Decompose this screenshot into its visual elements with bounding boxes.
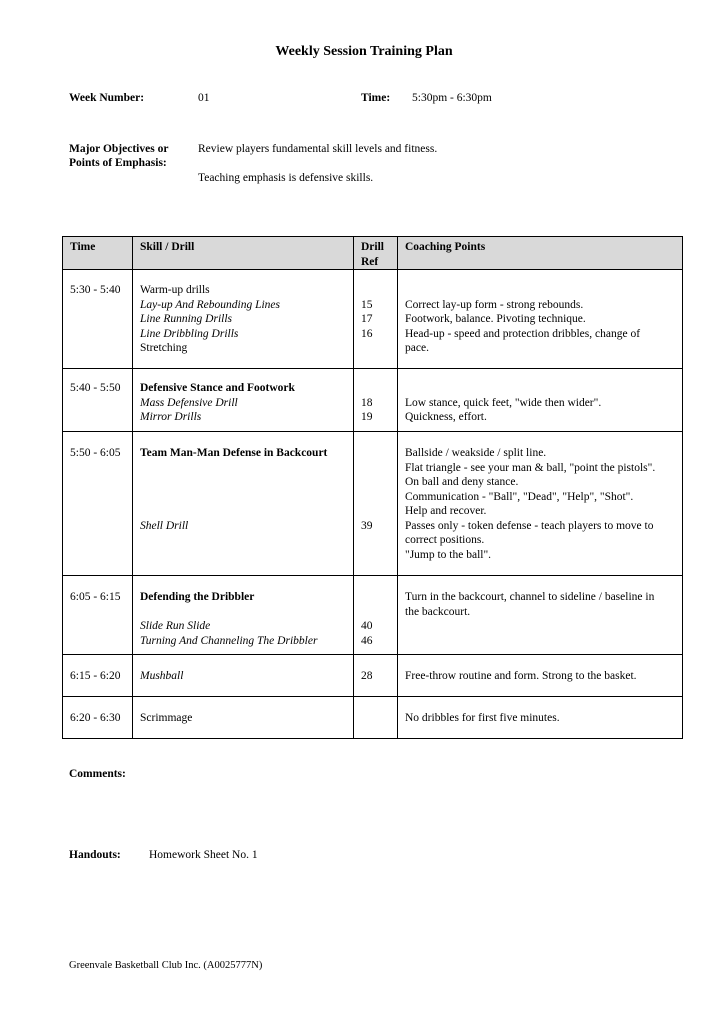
coaching-point: the backcourt. [405,605,471,618]
table-row [63,697,683,739]
row-skill-drill [133,432,354,576]
row-drill-ref [354,655,398,697]
header-drill-ref-line-2: Ref [361,255,379,268]
handouts-label: Handouts: [69,849,121,861]
row-time: 5:30 - 5:40 [63,270,133,369]
row-skill-drill [133,369,354,432]
drill-name: Turning And Channeling The Dribbler [140,634,318,647]
drill-ref: 19 [361,411,373,423]
coaching-point: correct positions. [405,534,485,546]
drill-name: Mass Defensive Drill [140,396,238,409]
coaching-point: Communication - "Ball", "Dead", "Help", "Shot". [405,490,634,503]
row-drill-ref [354,576,398,655]
row-coaching-points [398,369,683,432]
skill-extra: Scrimmage [140,712,193,724]
drill-ref: 16 [361,327,373,340]
time-label: Time: [361,92,391,104]
drill-ref: 17 [361,313,373,325]
drill-name: Lay-up And Rebounding Lines [140,298,281,311]
drill-ref: 28 [361,670,373,682]
comments-label: Comments: [69,768,126,780]
row-time: 6:05 - 6:15 [63,576,133,655]
coaching-point: Help and recover. [405,505,487,517]
coaching-point: Free-throw routine and form. Strong to the basket. [405,670,637,682]
table-row [63,369,683,432]
row-drill-ref [354,270,398,369]
page-title: Weekly Session Training Plan [275,44,453,59]
row-skill-drill [133,576,354,655]
coaching-point: Low stance, quick feet, "wide then wider". [405,396,602,409]
coaching-point: Passes only - token defense - teach players to move to [405,519,654,532]
coaching-point: Flat triangle - see your man & ball, "point the pistols". [405,461,656,474]
skill-extra: Stretching [140,342,188,354]
row-skill-drill [133,655,354,697]
week-number-label: Week Number: [69,92,145,104]
table-row [63,576,683,655]
footer-organization: Greenvale Basketball Club Inc. (A0025777N) [69,960,263,971]
row-coaching-points [398,697,683,739]
header-drill-ref-line-1: Drill [361,241,384,253]
drill-name: Slide Run Slide [140,620,211,632]
row-drill-ref [354,697,398,739]
skill-title: Team Man-Man Defense in Backcourt [140,447,328,459]
coaching-point: Ballside / weakside / split line. [405,447,547,459]
header-coaching-points: Coaching Points [398,237,683,270]
row-coaching-points [398,576,683,655]
row-time: 6:15 - 6:20 [63,655,133,697]
objectives-text-line-2: Teaching emphasis is defensive skills. [198,172,374,184]
row-drill-ref [354,369,398,432]
drill-name: Mushball [140,670,184,682]
row-time: 5:50 - 6:05 [63,432,133,576]
skill-title: Warm-up drills [140,284,210,296]
coaching-point: Footwork, balance. Pivoting technique. [405,313,586,325]
coaching-point: Quickness, effort. [405,411,487,423]
week-number-value: 01 [198,92,210,104]
coaching-point: Turn in the backcourt, channel to sideline / baseline in [405,591,655,603]
header-drill-ref [354,237,398,270]
row-coaching-points [398,270,683,369]
coaching-point: Head-up - speed and protection dribbles, change of [405,327,641,340]
coaching-point: On ball and deny stance. [405,476,519,488]
header-time: Time [63,237,133,270]
drill-name: Shell Drill [140,519,189,532]
drill-ref: 39 [361,519,373,532]
drill-name: Line Dribbling Drills [140,327,239,340]
drill-ref: 46 [361,634,373,647]
drill-ref: 40 [361,620,373,632]
drill-name: Line Running Drills [140,313,233,325]
row-drill-ref [354,432,398,576]
header-skill-drill: Skill / Drill [133,237,354,270]
objectives-label-line-2: Points of Emphasis: [69,157,167,169]
objectives-text-line-1: Review players fundamental skill levels and fitness. [198,143,438,155]
skill-title: Defending the Dribbler [140,591,255,603]
row-skill-drill [133,270,354,369]
table-row [63,432,683,576]
skill-title: Defensive Stance and Footwork [140,382,295,394]
drill-name: Mirror Drills [140,411,202,423]
coaching-point: No dribbles for first five minutes. [405,712,560,724]
row-coaching-points [398,655,683,697]
row-coaching-points [398,432,683,576]
objectives-label-line-1: Major Objectives or [69,143,169,155]
time-value: 5:30pm - 6:30pm [412,92,492,104]
row-time: 6:20 - 6:30 [63,697,133,739]
row-skill-drill [133,697,354,739]
coaching-point: pace. [405,342,429,354]
handouts-value: Homework Sheet No. 1 [149,849,258,861]
drill-ref: 18 [361,396,373,409]
training-plan-table [62,236,683,739]
coaching-point: "Jump to the ball". [405,548,492,561]
drill-ref: 15 [361,298,373,311]
coaching-point: Correct lay-up form - strong rebounds. [405,298,584,311]
table-row [63,655,683,697]
row-time: 5:40 - 5:50 [63,369,133,432]
table-header-row [63,237,683,270]
table-row [63,270,683,369]
